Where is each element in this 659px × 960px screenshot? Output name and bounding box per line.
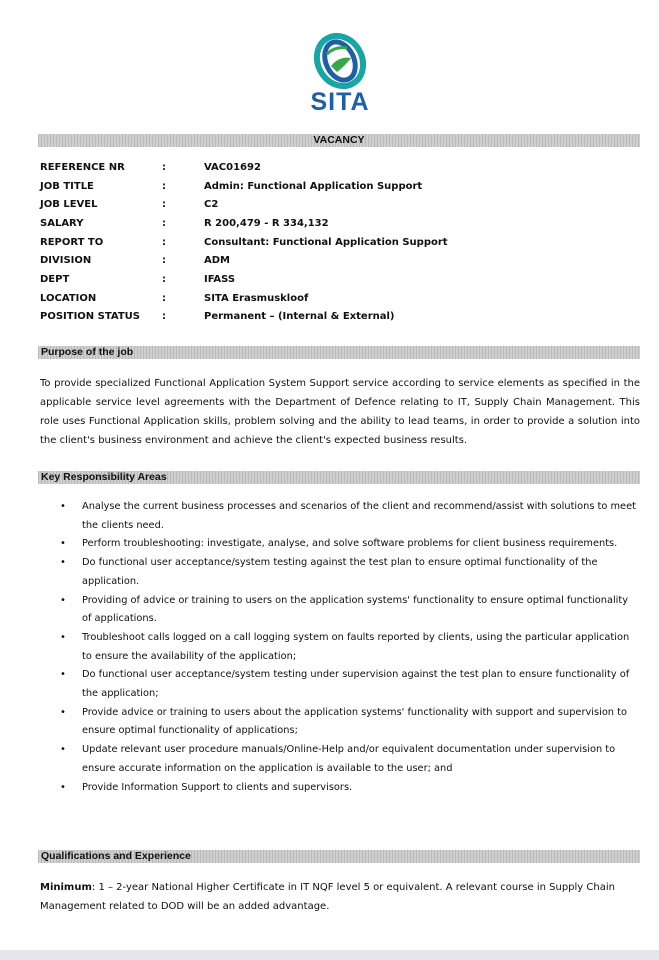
list-item: [60, 554, 640, 591]
list-item: [60, 629, 640, 666]
bullet-icon: •: [60, 781, 66, 793]
sita-logo: [300, 32, 380, 118]
list-item: [60, 741, 640, 778]
vacancy-title: VACANCY: [313, 134, 365, 146]
info-value: SITA Erasmuskloof: [204, 292, 309, 304]
info-value: C2: [204, 199, 219, 211]
qualifications-heading: Qualifications and Experience: [41, 850, 191, 862]
info-colon: :: [162, 236, 166, 248]
info-value: Consultant: Functional Application Support: [204, 236, 448, 248]
list-item-text: Troubleshoot calls logged on a call logging system on faults reported by clients, using the particular application to ensure the availability of the application;: [82, 631, 630, 662]
info-colon: :: [162, 199, 166, 211]
sita-logo-icon: [309, 32, 371, 90]
info-key: POSITION STATUS: [40, 311, 140, 323]
list-item: [60, 592, 640, 629]
bullet-icon: •: [60, 538, 66, 550]
info-value: Permanent – (Internal & External): [204, 311, 395, 323]
info-key: JOB LEVEL: [40, 199, 98, 211]
list-item: [60, 704, 640, 741]
list-item-text: Analyse the current business processes and scenarios of the client and recommend/assist with solutions to meet the clients need.: [82, 501, 636, 531]
info-row: [40, 195, 640, 214]
info-colon: :: [162, 255, 166, 267]
info-key: SALARY: [40, 217, 84, 229]
list-item-text: Providing of advice or training to users on the application systems' functionality to ensure optimal functionality of applications.: [82, 594, 629, 625]
logo-wordmark: SITA: [310, 88, 370, 116]
info-value: R 200,479 - R 334,132: [204, 217, 329, 229]
info-row: [40, 233, 640, 252]
list-item-text: Provide advice or training to users about the application systems' functionality with support and supervision to ensure optimal functionality of applications;: [82, 706, 627, 737]
info-key: LOCATION: [40, 292, 97, 304]
bullet-icon: •: [60, 706, 66, 718]
info-row: [40, 214, 640, 233]
info-row: [40, 158, 640, 177]
info-key: REPORT TO: [40, 236, 104, 248]
bullet-icon: •: [60, 501, 66, 512]
footer-strip: [0, 950, 659, 960]
info-key: DIVISION: [40, 255, 92, 267]
vacancy-header: [38, 134, 640, 147]
purpose-heading: Purpose of the job: [41, 346, 134, 358]
qualifications-section-header: [38, 850, 640, 863]
info-value: ADM: [204, 255, 230, 267]
list-item: [60, 666, 640, 703]
bullet-icon: •: [60, 594, 66, 606]
purpose-section-header: [38, 346, 640, 359]
purpose-text: To provide specialized Functional Application System Support service according to service elements as specified in the applicable service level agreements with the Department of Defence relating to IT, Supply Chain Management. This role uses Functional Application skills, problem solving and the ability to lead teams, in order to provide a solution into the client's business environment and achieve the client's expected business results.: [40, 378, 640, 446]
info-colon: :: [162, 273, 166, 285]
info-colon: :: [162, 292, 166, 304]
list-item-text: Do functional user acceptance/system testing against the test plan to ensure optimal functionality of the application.: [82, 557, 598, 587]
list-item: [60, 535, 640, 554]
kra-heading: Key Responsibility Areas: [41, 471, 167, 483]
list-item-text: Do functional user acceptance/system testing under supervision against the test plan to ensure functionality of the application;: [82, 669, 630, 700]
info-row: [40, 308, 640, 327]
info-row: [40, 289, 640, 308]
info-key: JOB TITLE: [40, 180, 94, 192]
bullet-icon: •: [60, 557, 66, 569]
info-colon: :: [162, 180, 166, 192]
list-item: [60, 498, 640, 535]
info-key: DEPT: [40, 273, 70, 285]
kra-list: [60, 498, 640, 797]
info-value: IFASS: [204, 273, 236, 285]
vacancy-details: [40, 158, 640, 326]
list-item-text: Update relevant user procedure manuals/Online-Help and/or equivalent documentation under supervision to ensure accurate information on the application is available to the user; and: [82, 744, 616, 774]
minimum-label: Minimum: [40, 882, 92, 893]
info-value: VAC01692: [204, 161, 261, 173]
kra-section-header: [38, 471, 640, 484]
minimum-text: : 1 – 2-year National Higher Certificate in IT NQF level 5 or equivalent. A relevant course in Supply Chain Management related to DOD will be an added advantage.: [40, 882, 615, 912]
bullet-icon: •: [60, 631, 66, 643]
info-row: [40, 177, 640, 196]
info-key: REFERENCE NR: [40, 161, 125, 173]
bullet-icon: •: [60, 669, 66, 681]
list-item-text: Provide Information Support to clients and supervisors.: [82, 781, 353, 793]
info-colon: :: [162, 217, 166, 229]
bullet-icon: •: [60, 744, 66, 756]
info-row: [40, 251, 640, 270]
minimum-requirements: [40, 878, 640, 916]
info-colon: :: [162, 161, 166, 173]
info-colon: :: [162, 311, 166, 323]
list-item: [60, 779, 640, 798]
info-value: Admin: Functional Application Support: [204, 180, 423, 192]
info-row: [40, 270, 640, 289]
list-item-text: Perform troubleshooting: investigate, analyse, and solve software problems for client business requirements.: [82, 538, 618, 550]
